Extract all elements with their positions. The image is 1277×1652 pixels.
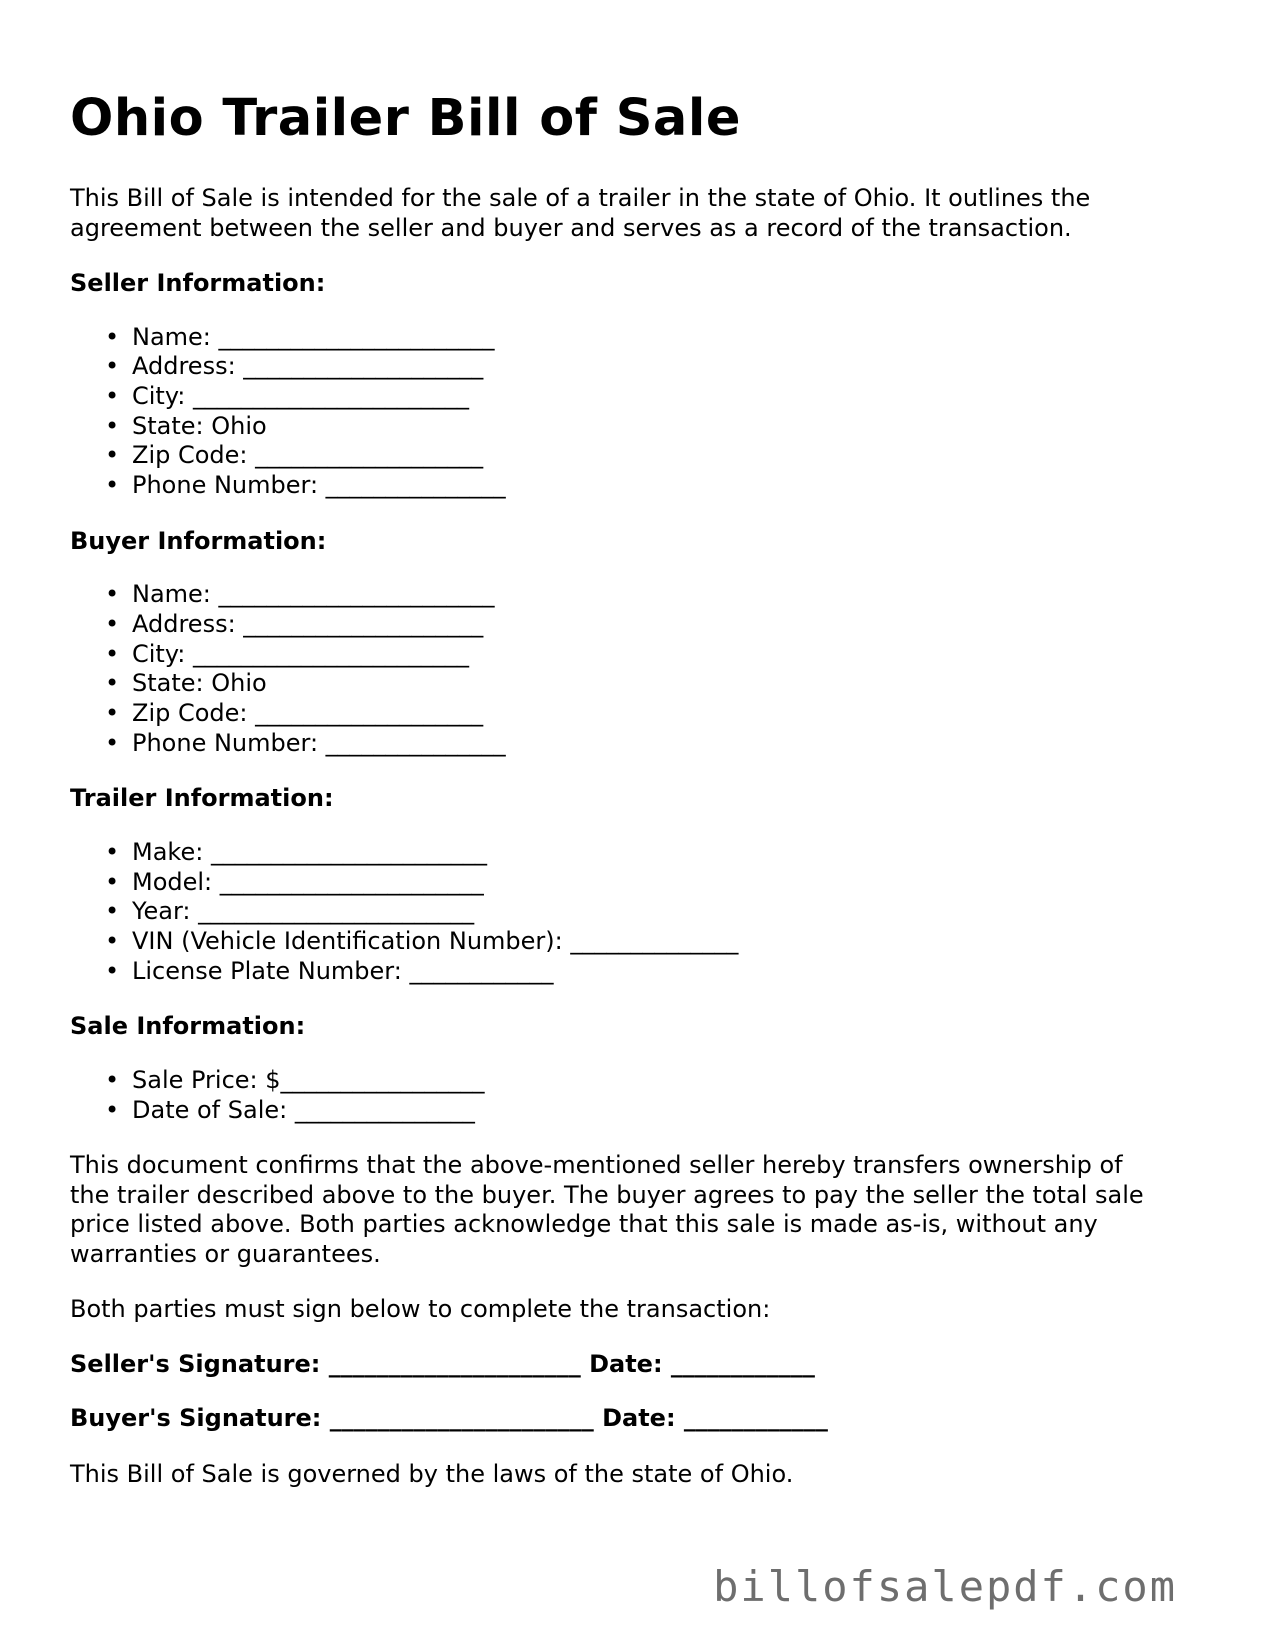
field-text: State: Ohio [132,411,267,440]
sale-date-field [105,1095,1220,1126]
field-text: Address: ____________________ [132,352,484,381]
sale-field-list [70,1066,1220,1125]
site-watermark: billofsalepdf.com [713,1562,1177,1611]
trailer-plate-field [105,956,1220,987]
buyer-city-field [105,639,1220,670]
seller-state-field [105,411,1220,442]
terms-line: price listed above. Both parties acknowledge that this sale is made as-is, without any [70,1210,1098,1239]
field-text: Name: _______________________ [132,322,495,351]
field-text: Phone Number: _______________ [132,728,506,757]
seller-name-field [105,322,1220,353]
bullet-icon: • [105,669,120,698]
terms-line: the trailer described above to the buyer. The buyer agrees to pay the seller the total sale [70,1180,1144,1209]
field-text: Phone Number: _______________ [132,471,506,500]
field-text: Address: ____________________ [132,609,484,638]
field-text: Name: _______________________ [132,580,495,609]
trailer-model-field [105,867,1220,898]
seller-city-field [105,381,1220,412]
bullet-icon: • [105,352,120,381]
bullet-icon: • [105,699,120,728]
buyer-heading: Buyer Information: [70,526,327,555]
intro-line: agreement between the seller and buyer and serves as a record of the transaction. [70,213,1072,242]
buyer-phone-field [105,728,1220,759]
field-text: Zip Code: ___________________ [132,441,484,470]
field-text: City: _______________________ [132,639,470,668]
seller-zip-field [105,441,1220,471]
buyer-field-list [70,580,1220,758]
field-text: City: _______________________ [132,381,470,410]
trailer-year-field [105,897,1220,927]
bullet-icon: • [105,580,120,609]
terms-line: This document confirms that the above-mentioned seller hereby transfers ownership of [70,1151,1123,1180]
buyer-address-field [105,609,1220,640]
buyer-state-field [105,669,1220,699]
trailer-vin-field [105,927,1220,957]
bullet-icon: • [105,322,120,351]
field-text: Date of Sale: _______________ [132,1095,475,1124]
field-text: VIN (Vehicle Identification Number): ______________ [132,927,739,956]
sale-price-field [105,1065,1220,1096]
bullet-icon: • [105,639,120,668]
field-text: Zip Code: ___________________ [132,699,484,728]
bullet-icon: • [105,441,120,470]
seller-signature-line: Seller's Signature: _____________________ Date: ____________ [70,1349,815,1378]
bullet-icon: • [105,837,120,866]
trailer-heading: Trailer Information: [70,784,334,813]
buyer-zip-field [105,699,1220,729]
seller-heading: Seller Information: [70,269,326,297]
signature-instruction: Both parties must sign below to complete the transaction: [70,1295,771,1324]
bullet-icon: • [105,867,120,896]
bullet-icon: • [105,927,120,956]
bullet-icon: • [105,609,120,638]
terms-paragraph [70,1151,1220,1269]
buyer-name-field [105,580,1220,610]
sale-heading: Sale Information: [70,1012,306,1041]
seller-phone-field [105,471,1220,501]
bullet-icon: • [105,897,120,926]
field-text: State: Ohio [132,669,267,698]
bullet-icon: • [105,411,120,440]
seller-address-field [105,352,1220,382]
field-text: Make: _______________________ [132,837,487,866]
governing-law-statement: This Bill of Sale is governed by the laws of the state of Ohio. [70,1459,794,1488]
buyer-signature-line: Buyer's Signature: ______________________ Date: ____________ [70,1404,828,1433]
intro-paragraph [70,184,1220,243]
bullet-icon: • [105,471,120,500]
bullet-icon: • [105,381,120,410]
field-text: Sale Price: $_________________ [132,1065,485,1094]
trailer-make-field [105,837,1220,868]
bullet-icon: • [105,956,120,985]
bullet-icon: • [105,728,120,757]
field-text: Year: _______________________ [132,897,475,926]
document-title: Ohio Trailer Bill of Sale [70,89,741,148]
field-text: Model: ______________________ [132,867,484,896]
document-page [70,82,1220,1489]
bullet-icon: • [105,1095,120,1124]
intro-line: This Bill of Sale is intended for the sale of a trailer in the state of Ohio. It outlines the [70,184,1091,212]
seller-field-list [70,323,1220,501]
terms-line: warranties or guarantees. [70,1239,381,1268]
field-text: License Plate Number: ____________ [132,956,554,985]
bullet-icon: • [105,1065,120,1094]
trailer-field-list [70,838,1220,987]
